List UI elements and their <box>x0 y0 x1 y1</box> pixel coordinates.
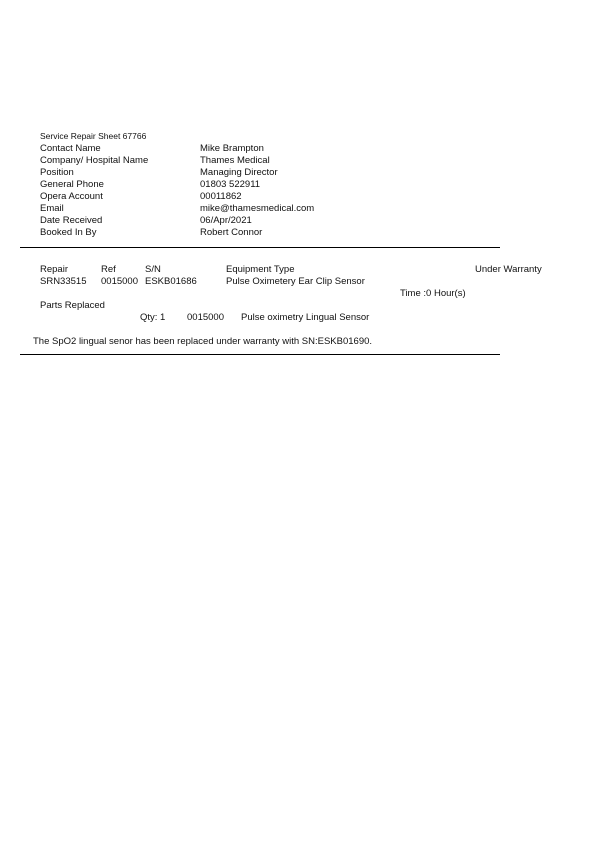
ref-header: Ref <box>101 264 116 275</box>
contact-name-value: Mike Brampton <box>200 143 264 154</box>
booked-in-by-label: Booked In By <box>40 227 97 238</box>
email-label: Email <box>40 203 64 214</box>
sn-header: S/N <box>145 264 161 275</box>
repair-time: Time :0 Hour(s) <box>400 288 466 299</box>
company-value: Thames Medical <box>200 155 270 166</box>
warranty-status: Under Warranty <box>475 264 542 275</box>
sheet-title: Service Repair Sheet 67766 <box>40 131 147 141</box>
position-label: Position <box>40 167 74 178</box>
repair-number: SRN33515 <box>40 276 87 287</box>
divider-bottom <box>20 354 500 355</box>
divider-top <box>20 247 500 248</box>
phone-value: 01803 522911 <box>200 179 261 190</box>
phone-label: General Phone <box>40 179 104 190</box>
email-value: mike@thamesmedical.com <box>200 203 315 214</box>
position-value: Managing Director <box>200 167 278 178</box>
account-label: Opera Account <box>40 191 103 202</box>
equipment-type-header: Equipment Type <box>226 264 295 275</box>
part-qty: Qty: 1 <box>140 312 166 323</box>
equipment-type: Pulse Oximetery Ear Clip Sensor <box>226 276 365 287</box>
repair-serial: ESKB01686 <box>145 276 197 287</box>
booked-in-by-value: Robert Connor <box>200 227 263 238</box>
contact-name-label: Contact Name <box>40 143 101 154</box>
parts-replaced-label: Parts Replaced <box>40 300 105 311</box>
date-received-label: Date Received <box>40 215 103 226</box>
part-description: Pulse oximetry Lingual Sensor <box>241 312 370 323</box>
repair-header: Repair <box>40 264 68 275</box>
part-ref: 0015000 <box>187 312 224 323</box>
company-label: Company/ Hospital Name <box>40 155 149 166</box>
account-value: 00011862 <box>200 191 242 202</box>
repair-note: The SpO2 lingual senor has been replaced under warranty with SN:ESKB01690. <box>33 336 373 347</box>
date-received-value: 06/Apr/2021 <box>200 215 252 226</box>
repair-ref: 0015000 <box>101 276 138 287</box>
